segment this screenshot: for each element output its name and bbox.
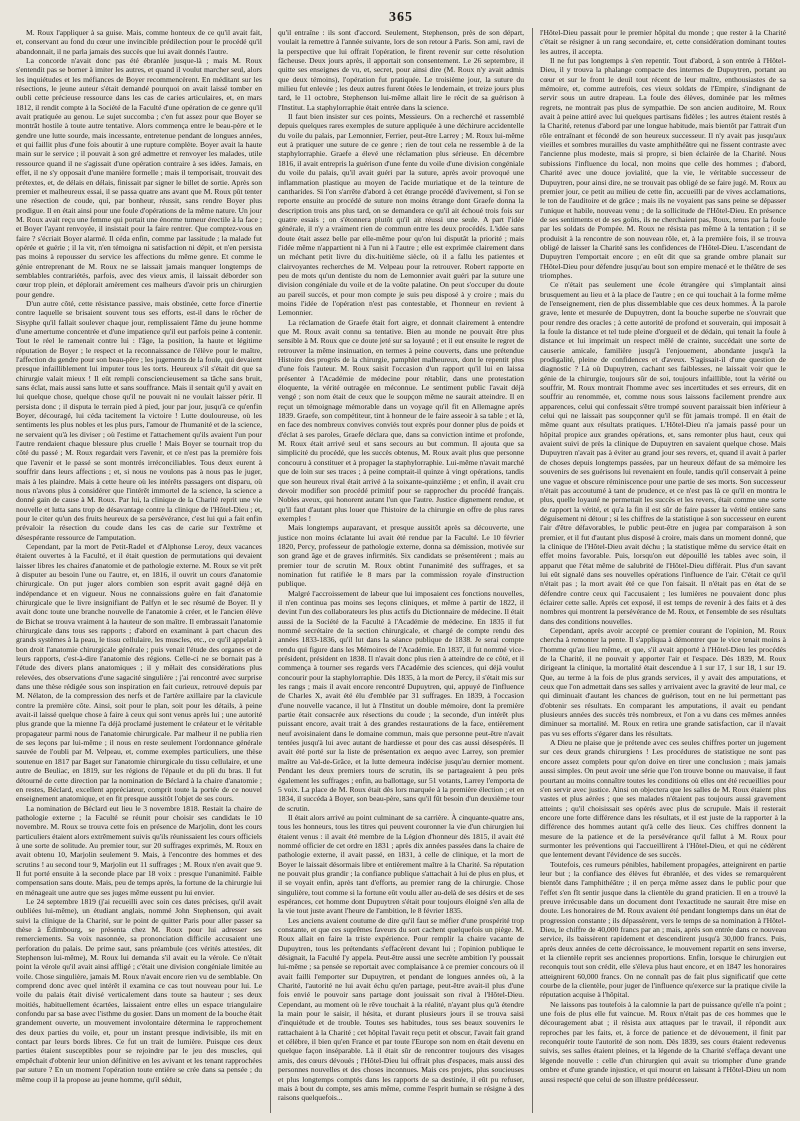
column-2-paragraph: qu'il entraîne : ils sont d'accord. Seulement, Stephenson, près de son départ, voulait la remettre à l'année suivante, lors de son retour à Paris. Son ami, ravi de la perspective que lui offrait l'opération, le firent revenir sur cette résolution fâcheuse. Deux jours après, il apportait son consentement. Le 26 septembre, il quitte ses enseignes de vu, et, secret, pour ainsi dire (M. Roux n'y avait admis que deux témoins), l'opération fut pratiquée. Le troisième jour, la suture du milieu fut enlevée ; les deux autres furent ôtées le lendemain, et treize jours plus tard, le 11 octobre, Stephenson lui-même allait lire le récit de sa guérison à l'Institut. La staphylorraphie était entrée dans la science.: [278, 28, 524, 112]
column-2-paragraph: Mais longtemps auparavant, et presque aussitôt après sa découverte, une justice non moins éclatante lui avait été rendue par la Faculté. Le 10 février 1820, Percy, professeur de pathologie externe, donna sa démission, motivée sur son grand âge et de graves infirmités. Six candidats se présentèrent ; mais au premier tour de scrutin M. Roux obtint l'unanimité des suffrages, et sa nomination fut ratifiée le 8 mars par la commission royale d'instruction publique.: [278, 523, 524, 589]
column-2-paragraph: La réclamation de Graefe était fort aigre, et donnait clairement à entendre que M. Roux avait connu sa tentative. Bien au monde ne pouvait être plus sensible à M. Roux que ce doute jeté sur sa loyauté ; et il eut ensuite le regret de retrouver la même insinuation, en termes à peine couverts, dans une prétendue Histoire des progrès de la chirurgie, pamphlet malheureux, dont le repentit plus d'une fois l'auteur. M. Roux saisit l'occasion d'un rapport qu'il lui en laissa présenter à l'Académie de médecine pour rétablir, dans une protestation éloquente, la vérité outragée en méconnue. Le sentiment public l'avait déjà vengé ; son nom était de ceux que le soupçon même ne saurait atteindre. Il en reçut un témoignage mémorable dans un voyage qu'il fit en Allemagne après 1839. Graefe, son compétiteur, tint à honneur de le faire asseoir à sa table ; et là, en face des nombreux convives conviés tout exprès pour donner plus de poids et d'éclat à ses paroles, Graefe déclara que, dans sa conviction intime et profonde, M. Roux était arrivé seul et sans secours au but commun. Il ajouta que sa simplicité du procédé, que les succès obtenus, M. Roux avait plus que personne concouru à constituer et à propager la staphylorraphie. Lui-même n'avait marché que de loin sur ses traces ; à peine comptait-il quinze à vingt opérations, tandis que son heureux rival était arrivé à la soixante-quinzième ; et enfin, il avait cru devoir modifier son procédé primitif pour se rapprocher du procédé français. Nobles aveux, qui honorent autant l'un que l'autre. Justice dignement rendue, et qu'il faut d'autant plus louer que l'histoire de la chirurgie en offre de plus rares exemples !: [278, 317, 524, 523]
column-2-paragraph: Malgré l'accroissement de labeur que lui imposaient ces fonctions nouvelles, il n'en continua pas moins ses leçons cliniques, et même à partir de 1822, il devint l'un des collaborateurs les plus actifs du Dictionnaire de médecine. Il était aussi de la Société de la Faculté à l'Académie de médecine. En 1835 il fut nommé secrétaire de la section chirurgicale, et chargé de compte rendu des années 1833-1836, qu'il lut dans la séance publique de 1838. Je serai compte rendu qui figure dans les Mémoires de l'Académie. En 1837, il fut nommé vice-président, président en 1838. Il n'avait donc plus rien à atteindre de ce côté, et il commença à tourner ses regards vers l'Académie des sciences, qui déjà voulut concourir pour la staphylorraphie. Dès 1835, à la mort de Percy, il s'était mis sur les rangs ; mais il avait encore rencontré Dupuytren, qui, appuyé de l'influence de Charles X, avait été élu d'emblée par 31 suffrages. En 1839, à l'occasion d'une nouvelle vacance, il lut à l'Institut un double mémoire, dont la première partie était consacrée aux résections du coude ; la seconde, d'un intérêt plus puissant encore, avait trait à des grandes restaurations de la face, entièrement neuf avoisinaient dans le domaine commun, mais que personne peut-être n'avait tentées jusqu'à lui avec autant de hardiesse et pour des cas aussi désespérés. Il avait été porté sur la liste de présentation ex aequo avec Larrey, son premier maître au Val-de-Grâce, et la lutte demeura indécise jusqu'au dernier moment. Pendant les deux premiers tours de scrutin, ils se partageaient à peu près également les suffrages ; enfin, au ballottage, sur 51 votants, Larrey l'emporta de 5 voix. La place de M. Roux était dès lors marquée à la première élection ; et en 1834, il succéda à Boyer, son beau-père, sans qu'il fût besoin d'un deuxième tour de scrutin.: [278, 588, 524, 813]
column-3-paragraph: Ne laissons pas toutefois à la calomnie la part de puissance qu'elle n'a point ; une fois de plus elle fut vaincue. M. Roux n'était pas de ces hommes que le découragement abat ; il résista aux attaques par le travail, il répondit aux reproches par les faits, et, à force de patience et de dévouement, il finit par reconquérir toute l'autorité de son nom. Dès 1839, ses cours étaient redevenus suivis, ses salles étaient pleines, et la légende de la Charité s'effaça devant une légende nouvelle : celle d'un chirurgien qui avait su triompher d'une grande ombre et d'une grande injustice, et qui mourut en laissant à l'Hôtel-Dieu un nom aussi respecté que celui de son illustre prédécesseur.: [540, 999, 786, 1084]
column-1-paragraph: M. Roux l'appliquer à sa guise. Mais, comme honteux de ce qu'il avait fait, et, conservant au fond du cœur une invincible prédilection pour le procédé qu'il abandonnait, il ne parla jamais des succès que lui avait donnés l'autre.: [16, 28, 262, 56]
column-2-paragraph: Il était alors arrivé au point culminant de sa carrière. À cinquante-quatre ans, tous les honneurs, tous les titres qui peuvent couronner la vie d'un chirurgien lui étaient venus : il avait été membre de la Légion d'honneur dès 1815, il avait été nommé officier de cet ordre en 1831 ; après dix années passées dans la chaire de pathologie externe, il avait passé, en 1831, à celle de clinique, et la mort de Boyer le laissait désormais libre et entièrement maître à la Charité. Sa réputation ne pouvait plus grandir ; la confiance publique s'attachait à lui de plus en plus, et il se voyait enfin, après tant d'efforts, au premier rang de la chirurgie. Chose singulière, tout comme si la fortune eût voulu aller au-delà de ses désirs et de ses espérances, cet homme dont Dupuytren s'était pour toujours éloigné s'en alla de la vie tout juste avant l'heure de l'ambition, le 8 février 1835.: [278, 812, 524, 916]
column-3-paragraph: Ce n'était pas seulement une école étrangère qui s'implantait ainsi brusquement au lieu et à la place de l'autre ; en ce qui touchait à la forme même de l'enseignement, rien de plus dissemblable que ces deux hommes. À la parole grave, lente et mesurée de Dupuytren, dont la bouche superbe ne s'ouvrait que pour rendre des oracles ; à cette autorité de profond et souverain, qui imposait à la foule la distance et tel tude pleine d'orgueil et de dédain, qui tenait la foule à distance et lui imprimait un respect mêlé de crainte, succédait une sorte de causerie amicale, familière jusqu'à l'enjouement, abondante jusqu'à la prodigalité, pleine de confidences et d'aveux. S'agissait-il d'une question de diagnostic ? Là où Dupuytren, cachant ses faiblesses, ne laissait voir que le génie de la chirurgie, toujours sûr de soi, toujours infaillible, tout la vérité ou souffrir, M. Roux montrait l'homme avec ses incertitudes et ses erreurs, dit en souffrir au renommée, et, comme nous sous laissons facilement prendre aux apparences, celui qui confessait s'être trompé souvent paraissait bien inférieur à celui qui ne laissait pas soupçonner qu'il se fût jamais trompé. Il en était de même quant aux résultats pratiques. L'Hôtel-Dieu n'a jamais passé pour un hôpital propice aux grandes opérations, et, sans remonter plus haut, ceux qui avaient suivi de près la clinique de Dupuytren en savaient quelque chose. Mais Dupuytren n'avait pas à éviter au grand jour ses revers, et, quand il avait à parler de choses depuis longtemps passées, par un heureux défaut de sa mémoire les souvenirs de ses guérisons lui revenaient en foule, tandis qu'il conservait à peine une vague et obscure réminiscence pour une partie de ses morts. Son successeur n'était pas accoutumé à tant de prudence, et ce n'est pas là ce qu'il en montra le plus, quelle loyauté ne permettait les succès et les revers, était comme une sorte de rapport la vérité, et qu'a la fin il est sûr de faire passer la vérité entière sans déguisement ni détour ; si les chiffres de la statistique à son successeur en eurent l'air d'être défavorables, le public peut-être en jugea par comparaison à son premier, et il fut d'autant plus disposé à croire, mais dans un moment donné, que la clinique de l'Hôtel-Dieu avait déchu ; la statistique même du service était en effet moins favorable. Puis, lorsqu'on eut dépouillé les tables avec soin, il apparut que l'état même de salubrité de l'Hôtel-Dieu différait. Plus d'un savant lui eût signalé dans ses nouvelles opérations l'influence de l'air. C'était ce qu'il n'était pas ; la mort avait été ce que l'on faisait. Il n'était pas en état de se défendre contre ceux qui l'accusaient ; les lumières ne pouvaient donc plus éclairer cette salle. Après cet exposé, il est temps de revenir à des faits et à des nombres qui montrent la persévérance de M. Roux, et l'ensemble de ses résultats dans des conditions nouvelles.: [540, 280, 786, 626]
column-1-paragraph: D'un autre côté, cette résistance passive, mais obstinée, cette force d'inertie contre laquelle se brisaient souvent tous ses efforts, est-il dans le rôcher de Sisyphe qu'il fallait soulever chaque jour, remplissaient l'âme du jeune homme d'une amertume concentrée et d'une impatience qu'il eut parfois peine à contenir. Tout le réel le ramenait contre lui : l'âge, la position, la haute et légitime réputation de Boyer ; le respect et la reconnaissance de l'élève pour le maître, l'affection du gendre pour son beau-père ; les jugements de la foule, qui devaient presque infailliblement lui imputer tous les torts. Heureux s'il s'était dit que sa chirurgie valait mieux ! Il eût rempli consciencieusement sa tâche sans bruit, sans éclat, mais aussi sans lutte et sans souffrance. Mais il sentait qu'il y avait en lui quelque chose, quelque chose qu'il ne pouvait ni ne voulait laisser périr. Il persista donc ; il disputa le terrain pied à pied, jour par jour, jusqu'à ce qu'enfin Boyer, découragé, lui céda tacitement la victoire ! Lutte douloureuse, où les sentiments les plus nobles et les plus purs, l'amour de l'humanité et de la science, ne servaient qu'à les diviser ; où l'estime et l'attachement qu'ils avaient l'un pour l'autre rendaient chaque blessure plus cruelle ! Mais Boyer se tournait trop du côté du passé ; M. Roux regardait vers l'avenir, et ce n'est pas la première fois que l'avenir et le passé se sont montrés irréconciliables. Tous deux eurent à souffrir dans leurs affections ; et, si nous ne voulons pas à nous pas le juger, mais à les plaindre. Mais à cette heure où les intérêts passagers ont disparu, où nous n'avons plus à considérer que l'intérêt immortel de la science, la science a donné gain de cause à M. Roux. Par lui, la clinique de la Charité reprit une vie nouvelle et lutta sans trop de désavantage contre la clinique de l'Hôtel-Dieu ; et, pour le citer qu'un des fruits heureux de sa persévérance, c'est lui qui a fait enfin prévaloir la résection du coude dans les cas de carie sur l'extrême et désespérante ressource de l'amputation.: [16, 298, 262, 542]
column-3-paragraph: Cependant, après avoir accepté ce premier courant de l'opinion, M. Roux chercha à remonter la pente. Il s'appliqua à démontrer que le vice tenait moins à l'homme qu'au lieu même, et que, s'il avait apporté à l'Hôtel-Dieu les procédés de la Charité, il ne pouvait y apporter l'air et l'espace. Dès 1839, M. Roux dirigeant la clinique, la mortalité était descendue à 1 sur 17, 1 sur 18, 1 sur 19. Que, au terme à la fois de plus grands services, il y avait des amputations, et ceux que l'on admettait dans ses salles y arrivaient avec la gravité de leur mal, ce qui diminuait d'autant les chances de guérison, tout en ne lui permettant pas d'obtenir ses résultats. En comparant les amputations, il avait eu pendant plusieurs années des succès très nombreux, et l'on a vu dans ces mêmes années diminuer sa mortalité. M. Roux en retira une grande satisfaction, car il n'avait pas vu ses efforts s'égarer dans les résultats.: [540, 626, 786, 738]
text-columns: [16, 28, 786, 1113]
column-3-paragraph: A Dieu ne plaise que je prétende avec ces seules chiffres porter un jugement sur ces deux grands chirurgiens ! Les procédures de statistique ne sont pas encore assez complets pour qu'on doive en tirer une conclusion ; mais jamais aussi simples. On peut avoir une série que l'on trouve bonne ou mauvaise, il faut pourtant au moins connaître toutes les conditions où elles ont été recueillies pour s'en servir avec justice. Ainsi on objectera que les salles de M. Roux étaient plus vastes et plus aérées ; que ses malades n'étaient pas toujours aussi gravement atteints ; qu'il choisissait ses opérés avec plus de scrupule. Mais il resterait encore une forte différence dans les résultats, et il est juste de la rapporter à la différence des hommes autant qu'à celle des lieux. Ces chiffres donnent la mesure de la patience et de la persévérance qu'il fallut à M. Roux pour surmonter les préventions qui l'accueillirent à l'Hôtel-Dieu, et qui ne cédèrent que lentement devant l'évidence de ses succès.: [540, 738, 786, 860]
column-1-paragraph: Le 24 septembre 1819 (j'ai recueilli avec soin ces dates précises, qu'il avait oubliées lui-même), un étudiant anglais, nommé John Stephenson, qui avait suivi la clinique de la Charité, sur le point de quitter Paris pour aller passer sa thèse à Édimbourg, se présenta chez M. Roux pour lui adresser ses remerciements. Sa voix nasonnée, sa prononciation difficile accusaient une perforation du palais. De prime saut, sans préambule (ces vérités attestées, dit Stephenson lui-même), M. Roux lui demanda s'il avait eu la vérole. Ce n'était point la vérole qu'il avait ainsi affligé ; c'était une division congéniale limitée au voile. Chose singulière, jamais M. Roux n'avait encore rien vu de semblable. On comprend donc avec quel intérêt il examina ce cas tout nouveau pour lui. Le voile du palais était divisé verticalement dans toute sa hauteur ; ses deux moitiés, habituellement écartées, laissaient entre elles un espace triangulaire confondu par sa base avec l'isthme du gosier. Dans un moment de la bouche était grandement ouverte, un mouvement involontaire détermina le rapprochement des deux parties du voile, et, pour un instant presque indivisible, ils mit en contact par leurs bords libres. Ce fut un trait de lumière. Puisque ces deux parties étaient susceptibles pour se rejoindre par le jeu des muscles, qui empêchait d'obtenir leur union définitive en les avivant et les tenant rapprochées par suture ? En un moment l'opération toute entière se crée dans sa pensée ; du même coup il la propose au jeune homme, qu'il séduit,: [16, 896, 262, 1084]
column-1-paragraph: Cependant, par la mort de Petit-Radel et d'Alphonse Leroy, deux vacances étaient ouvertes à la Faculté, et il était question de permutations qui devaient laisser libres les chaires d'anatomie et de pathologie externe. M. Roux se vit prêt à disputer au besoin l'une ou l'autre, et, en 1816, il ouvrit un cours d'anatomie chirurgicale. On put juger alors combien son esprit avait gagné déjà en indépendance et en vigueur. Nous ne connaissions guère en fait d'anatomie chirurgicale que le livre insignifiant de Palfyn et le sec résumé de Boyer. Il y avait donc toute une branche nouvelle de l'anatomie à créer, et le l'ancien élève de Bichat se trouva vraiment à la hauteur de son maître. Il embrassait l'anatomie chirurgicale dans tous ses rapports ; d'abord en examinant à part chacun des grands systèmes à la peau, le tissu cellulaire, les muscles, etc., ce qu'il appelait à bon droit l'anatomie chirurgicale générale ; puis venait l'étude des organes et de leurs rapports, c'est-à-dire l'anatomie des régions. Celle-ci ne se bornait pas à l'étude des divers plans anatomiques ; il y mêlait des considérations plus relevées, des observations d'une sagacité singulière ; j'ai rencontré avec surprise dans une thèse rédigée sous son inspiration en fait curieux, retrouvé depuis par M. Nélaton, de la compression des nerfs et de l'artère axillaire par la clavicule contre la première côte. Ainsi, soit pour le plan, soit pour les détails, à peine avait-il laissé quelque chose à faire à ceux qui sont venus après lui ; une autorité plus grande que la mienne l'a déjà proclamé justement le créateur et le véritable propagateur parmi nous de l'anatomie chirurgicale. Par malheur il ne publia rien de ses leçons par lui-même ; il nous en reste seulement l'ordonnance générale sauvée de l'oubli par M. Velpeau, et, comme exemples particuliers, une thèse soutenue en 1817 par Baget sur l'anatomie chirurgicale du tissu cellulaire, et une autre de Beuliac, en 1819, sur les régions de l'épaule et du pli du bras. Il fut détourné de cette direction par la nomination de Béclard à la chaire d'anatomie ; en restes, Béclard, excellent appréciateur, comprit toute la portée de ce nouvel enseignement anatomique, et en fit presque aussitôt l'objet de ses cours.: [16, 541, 262, 804]
column-3: [532, 28, 786, 1113]
column-2-paragraph: Il faut bien insister sur ces points, Messieurs. On a recherché et rassemblé depuis quelques rares exemples de suture appliquée à une déchirure accidentelle du voile du palais, par Lemonnier, Ferrier, peut-être Larrey ; M. Roux lui-même eut à pratiquer une suture de ce genre ; rien de tout cela ne ressemble à de la staphylorraphie. Graefe a élevé une réclamation plus sérieuse. En décembre 1816, il avait entrepris la guérison d'une fente du voile d'une division congéniale du voile du palais, qu'il avait guéri par la suture, après avoir provoqué une inflammation plastique au moyen de l'acide muriatique et de la teinture de cantharides. Si l'on s'arrête d'abord à cet étrange procédé d'avivement, si l'on se reporte ensuite au procédé de suture non moins étrange dont Graefe donna la description trois ans plus tard, on se demandera ce qu'il ait échoué trois fois sur quatre essais ; on s'étonnera plutôt qu'il ait réussi une seule. A part l'idée générale, il n'y a vraiment rien de commun entre les deux procédés. L'idée sans doute était assez belle par elle-même pour qu'on lui disputât la priorité ; mais l'idée même n'appartient ni à l'un ni à l'autre ; elle est exprimée clairement dans un méchant petit livre du dix-huitième siècle, où il a fallu les patientes et clairvoyantes recherches de M. Velpeau pour la retrouver. Robert rapporte en peu de mots qu'un dentiste du nom de Lemonnier avait guéri par la suture une division congéniale du voile et de la voûte palatine. On peut s'occuper du doute au pareil succès, et pour mon compte je suis peu disposé à y croire ; mais du moins l'idée de l'opération n'est pas contestable, et l'honneur en revient à Lemonnier.: [278, 112, 524, 318]
column-1-paragraph: La nomination de Béclard eut lieu le 3 novembre 1818. Restait la chaire de pathologie externe ; la Faculté se réunit pour choisir ses candidats le 10 novembre. M. Roux se trouva cette fois en présence de Marjolin, dont les cours particuliers étaient alors extrêmement suivis qu'ils réunissaient les cours officiels à une sorte de solitude. Au premier tour, sur 20 suffrages exprimés, M. Roux en avait obtenu 10, Marjolin seulement 9. Mais, à l'encontre des hommes et des scrutins ! au second tour 9, Marjolin eut 11 suffrages ; M. Roux n'en avait que 9. Il fut porté ensuite à la seconde place par 18 voix : presque l'unanimité. Faible compensation sans doute. Mais, peu de temps après, la fortune de la chirurgie lui en ménageait une autre que ses juges même eussent pu lui envier.: [16, 803, 262, 897]
column-1: [16, 28, 262, 1113]
column-3-paragraph: Il ne fut pas longtemps à s'en repentir. Tout d'abord, à son entrée à l'Hôtel-Dieu, il y trouva la phalange compacte des internes de Dupuytren, portant au cœur et sur le front le deuil tout récent de leur maître, enthousiastes de sa mémoire, et, comme autrefois, ces vieux soldats de l'Empire, s'indignant de servir sous un autre drapeau. La foule des élèves, dominée par les mêmes regrets, ne montrait pas plus de sympathie. De son ancien auditoire, M. Roux avait à peine attiré avec lui quelques partisans fidèles ; les autres étaient restés à la Charité, retenus d'abord par une longue habitude, mais bientôt par l'attrait d'un rôle entraînant et fécondé de son heureux successeur. Il n'y avait pas jusqu'aux vieilles et sombres murailles du vaste amphithéâtre qui ne fissent contraste avec l'ancienne plus modeste, mais si propre, si bien éclairée de la Charité. Nous subissions l'influence du local, non moins que celle des hommes ; d'abord, Charité avec une douce jovialité, que la vie, le véritable successeur de Dupuytren, pour ainsi dire, ne se trouvait pas obligé de se faire jugé. M. Roux au premier jour, ce petit au milieu de cette fin, accueilli par de vives acclamations, le ton de l'auditoire et de grâce ; mais ils ne voyaient pas sans peine se dépasser l'unique et habile, nouveau venu ; de la sollicitude de l'Hôtel-Dieu. En présence de ses sentiments et de ses goûts, ils ne cherchaient pas, Roux, tenus par la foule par les soldats de Pompée. M. Roux ne résista pas même à la tentation ; il se produisit à la rencontre de son nouveau rôle, et, à la première fois, il se trouva obligé de laisser la Charité sans les confidences de l'Hôtel-Dieu. L'ascendant de Dupuytren l'emportait encore ; en eût dit que sa grande ombre planait sur l'Hôtel-Dieu pour défendre jusqu'au bout son empire menacé et le théâtre de ses triomphes.: [540, 56, 786, 280]
page-number: 365: [389, 10, 413, 25]
column-3-paragraph: Toutefois, ces rumeurs pénibles, habilement propagées, atteignirent en partie leur but ; la confiance des élèves fut ébranlée, et des vides se remarquèrent bientôt dans l'amphithéâtre ; il en perça même assez dans le public pour que l'effet s'en fît sentir jusque dans la clientèle du grand praticien. Il en a trouvé la preuve irrécusable dans un document dont l'exactitude ne saurait être mise en doute. Les honoraires de M. Roux avaient été pendant longtemps dans un état de progression constante ; ils dépassèrent, vers le temps de sa nomination à l'Hôtel-Dieu, le chiffre de 40,000 francs par an ; mais, après son entrée dans ce nouveau service, ils baissèrent rapidement et descendirent jusqu'à 30,000 francs. Puis, après deux années de cette décroissance, le mouvement repartit en sens inverse, et la clientèle reprit ses anciennes proportions. Enfin, lorsque le chirurgien eut reconquis tout son crédit, elle s'éleva plus haut encore, et en 1847 les honoraires atteignirent 60,000 francs. On ne connaît pas de fait plus significatif que cette courbe de la clientèle, pour juger de l'influence qu'exerce sur la pratique civile la réputation acquise à l'hôpital.: [540, 859, 786, 1000]
column-2: [270, 28, 524, 1113]
column-1-paragraph: La concorde n'avait donc pas été ébranlée jusque-là ; mais M. Roux s'entendit pas se borner à imiter les autres, et quand il voulut marcher seul, alors les inquiétudes et les méfiances de Boyer recommencèrent. En méditant sur les résections, le jeune auteur s'était demandé pourquoi on avait laissé tomber en oubli cette précieuse ressource dans les cas de caries articulaires, et, en mars 1812, il rendit compte à la Société de la Faculté d'une opération de ce genre qu'il avait pratiquée au genou. Le sujet succomba ; c'en fut assez pour que Boyer se montrât hostile à toute autre tentative. Alors commença entre le beau-père et le gendre une lutte sourde, mais incessante, entretenue pendant de longues années, et qui faillit plus d'une fois aboutir à une rupture complète. Boyer avait la haute main sur le service ; il pouvait à son gré admettre et renvoyer les malades, utile ressource quand il ne s'agissait d'une opération contraire à ses idées. Jamais, en effet, il ne s'y opposait d'une manière formelle ; mais il temporisait, trouvait des prétextes, et, de délais en délais, finissait par signer le billet de sortie. Après son premier et malheureux essai, il se passa quatre ans avant que M. Roux pût tenter une résection de coude, qui, par bonheur, réussit, sans rendre Boyer plus prodigue. Il en était ainsi pour une foule d'opérations de la même nature. Un jour M. Roux avait reçu une femme qui portait une énorme tumeur érectile à la face ; et Boyer l'ayant renvoyée, il insistait pour la faire rentrer. Que comptez-vous en faire ? s'écriait Boyer alarmé. Il céda enfin, comme par lassitude ; la malade fut opérée et guérie ; il la vit, n'en témoigna ni satisfaction ni dépit, et n'en persista pas moins à repousser du service les affections du même genre. Et comme le génie entreprenant de M. Roux ne se laissait jamais manquer longtemps de semblables contrariétés, parfois, avec des vieux amis, il laissait déborder son cœur trop plein, et déplorait amèrement ces malheurs d'avoir pris un chirurgien pour gendre.: [16, 56, 262, 299]
column-2-paragraph: Les anciens avaient coutume de dire qu'il faut se méfier d'une prospérité trop constante, et que ces suprêmes faveurs du sort cachent quelquefois un piège. M. Roux allait en faire la triste expérience. Pour remplir la chaire vacante de Dupuytren, tous les prétendants s'effacèrent devant lui ; l'opinion publique le désignait, la Faculté l'y appela. Peut-être aussi une secrète ambition l'y poussait lui-même ; sa pensée se reportait avec complaisance à ce premier concours où il avait failli l'emporter sur Dupuytren, et pendant de longues années où, à la Charité, l'autorité ne lui avait échu qu'en partage, peut-être avait-il plus d'une fois envié le pouvoir sans partage dont jouissait son rival à l'Hôtel-Dieu. Cependant, au moment où le rêve touchait à la réalité, n'ayant plus qu'à étendre la main pour le saisir, il hésita, et durant plusieurs jours il se trouva saisi d'inquiétude et de trouble. Toutes ses habitudes, tous ses beaux souvenirs le rattachaient à la Charité ; cet hôpital l'avait reçu petit et obscur, l'avait fait grand et célèbre, il bien qu'en France et par toute l'Europe son nom en était devenu en quelque façon inséparable. Là il était sûr de rencontrer toujours des visages amis, des cœurs dévoués ; l'Hôtel-Dieu lui offrait plus d'espaces, mais aussi des personnes nouvelles et des choses inconnues. Mais ces projets, plus soucieuses et plus longtemps comptés dans les rapports de sa destinée, il eût pu refuser, mais à bout du compte, ses amis même, comme l'esprit humain se résigne à des raisons quelquefois...: [278, 915, 524, 1103]
column-3-paragraph: l'Hôtel-Dieu passait pour le premier hôpital du monde ; que rester à la Charité c'était se résigner à un rang secondaire, et, cette considération dominant toutes les autres, il accepta.: [540, 28, 786, 56]
